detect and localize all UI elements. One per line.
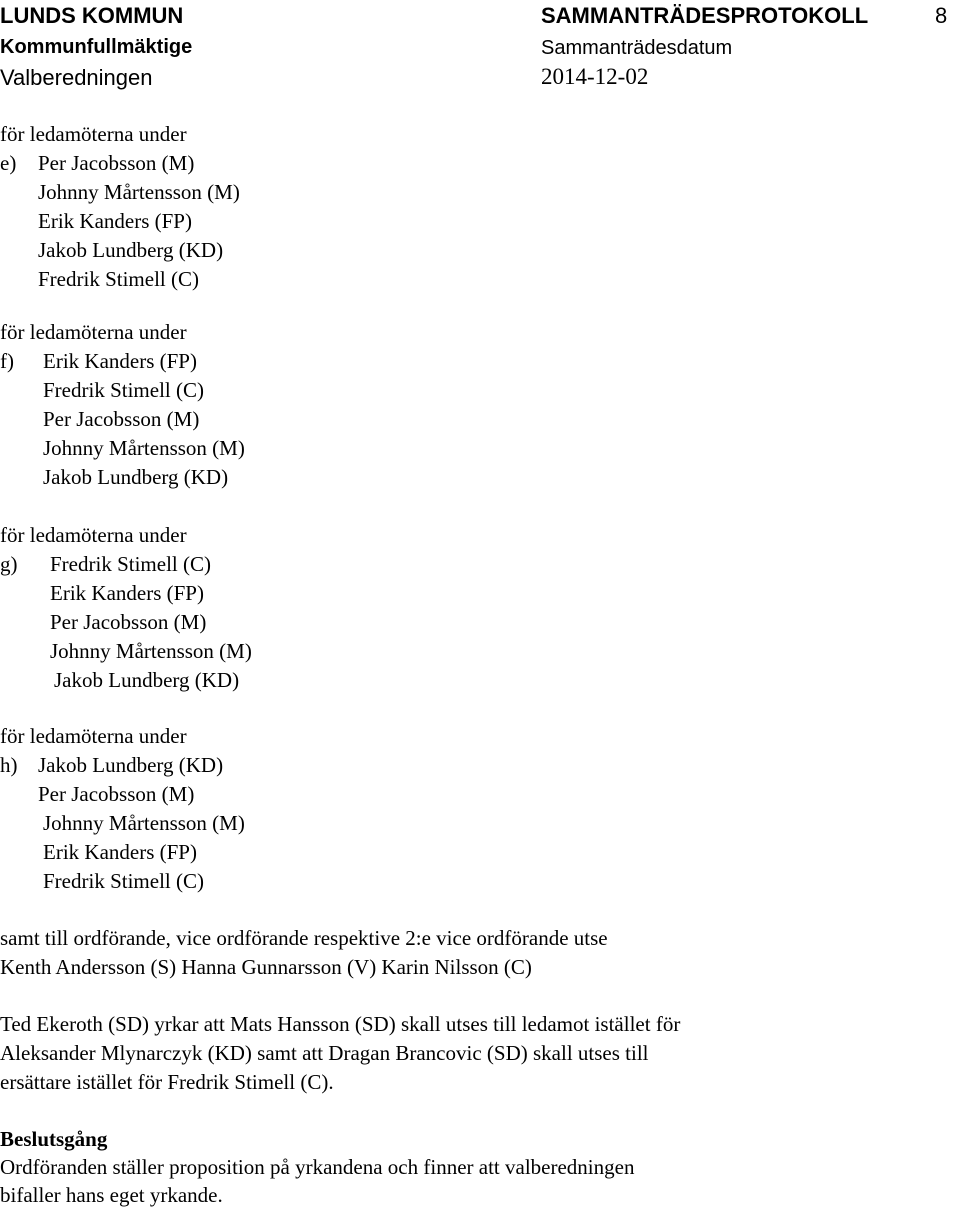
chairs-line: samt till ordförande, vice ordförande respektive 2:e vice ordförande utse bbox=[0, 926, 608, 950]
date-label: Sammanträdesdatum bbox=[541, 37, 733, 59]
org-name: LUNDS KOMMUN bbox=[0, 3, 184, 28]
motion-line: Aleksander Mlynarczyk (KD) samt att Dragan Brancovic (SD) skall utses till bbox=[0, 1041, 649, 1065]
section-f-label: f) bbox=[0, 349, 14, 373]
section-h-label: h) bbox=[0, 753, 18, 777]
section-e-name: Erik Kanders (FP) bbox=[38, 209, 192, 233]
decision-line: bifaller hans eget yrkande. bbox=[0, 1183, 223, 1207]
decision-heading: Beslutsgång bbox=[0, 1127, 108, 1151]
section-g-name: Johnny Mårtensson (M) bbox=[50, 639, 252, 663]
section-g-name: Per Jacobsson (M) bbox=[50, 610, 207, 634]
section-h-name: Jakob Lundberg (KD) bbox=[38, 753, 224, 777]
section-f-name: Per Jacobsson (M) bbox=[43, 407, 200, 431]
section-g-name: Erik Kanders (FP) bbox=[50, 581, 204, 605]
section-h-name: Johnny Mårtensson (M) bbox=[43, 811, 245, 835]
section-h-intro: för ledamöterna under bbox=[0, 724, 187, 748]
section-e-label: e) bbox=[0, 151, 17, 175]
decision-line: Ordföranden ställer proposition på yrkandena och finner att valberedningen bbox=[0, 1155, 635, 1179]
assembly-name: Kommunfullmäktige bbox=[0, 36, 193, 58]
section-f-name: Jakob Lundberg (KD) bbox=[43, 465, 229, 489]
chairs-names-line: Kenth Andersson (S) Hanna Gunnarsson (V) Karin Nilsson (C) bbox=[0, 955, 532, 979]
section-e-name: Johnny Mårtensson (M) bbox=[38, 180, 240, 204]
section-g-intro: för ledamöterna under bbox=[0, 523, 187, 547]
page-number: 8 bbox=[935, 3, 948, 28]
section-e-name: Jakob Lundberg (KD) bbox=[38, 238, 224, 262]
section-e-name: Per Jacobsson (M) bbox=[38, 151, 195, 175]
section-f-name: Erik Kanders (FP) bbox=[43, 349, 197, 373]
section-g-name: Fredrik Stimell (C) bbox=[50, 552, 211, 576]
section-g-label: g) bbox=[0, 552, 18, 576]
section-e-intro: för ledamöterna under bbox=[0, 122, 187, 146]
document-type: SAMMANTRÄDESPROTOKOLL bbox=[541, 3, 869, 28]
motion-line: ersättare istället för Fredrik Stimell (C). bbox=[0, 1070, 334, 1094]
section-e-name: Fredrik Stimell (C) bbox=[38, 267, 199, 291]
section-h-name: Erik Kanders (FP) bbox=[43, 840, 197, 864]
meeting-date: 2014-12-02 bbox=[541, 64, 649, 89]
section-h-name: Per Jacobsson (M) bbox=[38, 782, 195, 806]
section-g-name: Jakob Lundberg (KD) bbox=[54, 668, 240, 692]
section-f-intro: för ledamöterna under bbox=[0, 320, 187, 344]
committee-name: Valberedningen bbox=[0, 65, 153, 90]
section-f-name: Johnny Mårtensson (M) bbox=[43, 436, 245, 460]
section-h-name: Fredrik Stimell (C) bbox=[43, 869, 204, 893]
section-f-name: Fredrik Stimell (C) bbox=[43, 378, 204, 402]
motion-line: Ted Ekeroth (SD) yrkar att Mats Hansson (SD) skall utses till ledamot istället för bbox=[0, 1012, 681, 1036]
